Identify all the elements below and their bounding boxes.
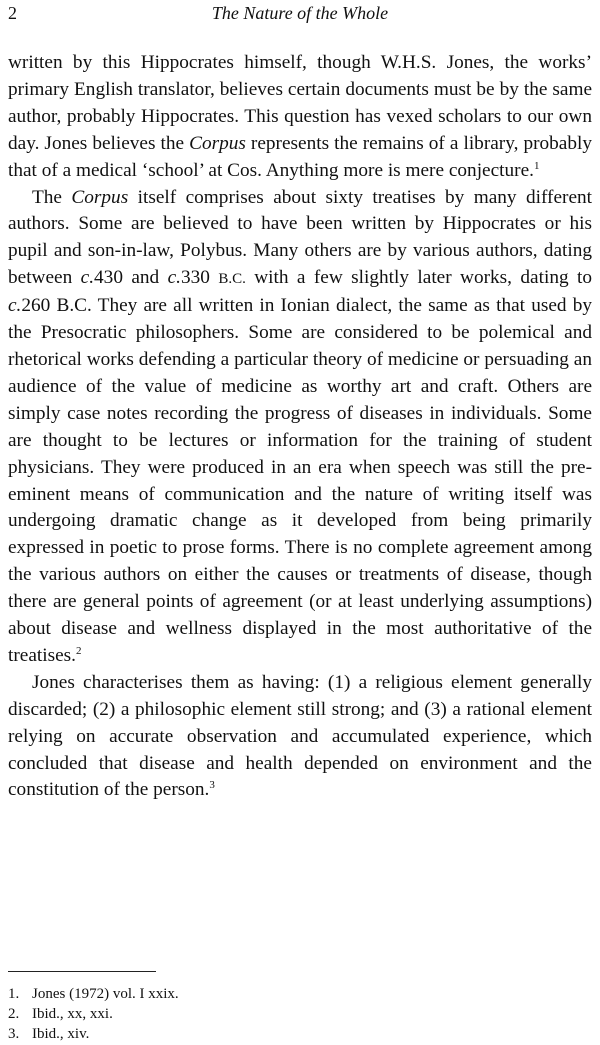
body-text	[8, 50, 592, 804]
footnote-number: 3.	[8, 1026, 20, 1042]
footnote-2	[8, 1004, 592, 1024]
corpus-title: Corpus	[189, 132, 246, 154]
paragraph-2-lead: The	[32, 186, 72, 208]
circa-abbrev: c.	[167, 267, 181, 289]
corpus-title: Corpus	[71, 186, 129, 208]
footnote-number: 1.	[8, 986, 20, 1002]
footnote-1	[8, 984, 592, 1004]
page-number: 2	[8, 3, 17, 23]
paragraph-2-text: 260 B.C. They are all written in Ionian dialect, the same as that used by the Presocratic philosophers. Some are considered to be polemical and rhetorical works defending a particular theory of medicine or persuading an audience of the value of medicine as worthy art and craft. Others are simply case notes recording the progress of diseases in individuals. Some are thought to be lectures or information for the training of student physicians. They were produced in an era when speech was still the pre-eminent means of communication and the nature of writing itself was undergoing dramatic change as it developed from being primarily expressed in poetic to prose forms. There is no complete agreement among the various authors on either the causes or treatments of disease, though there are general points of agreement (or at least underlying assumptions) about disease and wellness displayed in the most authoritative of the treatises.	[8, 295, 592, 666]
footnote-ref-3[interactable]: 3	[209, 779, 215, 792]
paragraph-3	[8, 670, 592, 805]
paragraph-2-text: itself comprises about sixty treatises by many different authors. Some are believed to have been written by Hippocrates or his pupil and son-in-law, Polybus. Many others are by various authors, dating between	[8, 186, 592, 289]
footnote-divider	[8, 971, 156, 972]
footnote-number: 2.	[8, 1006, 20, 1022]
footnote-ref-2[interactable]: 2	[76, 644, 82, 657]
footnote-text: Ibid., xiv.	[32, 1026, 90, 1042]
footnote-3	[8, 1024, 592, 1044]
footnotes	[8, 984, 592, 1044]
paragraph-1-text: written by this Hippocrates himself, though W.H.S. Jones, the works’ primary English translator, believes certain documents must be by the same author, probably Hippocrates. This question has vexed scholars to our own day. Jones believes the	[8, 52, 592, 154]
paragraph-3-text: Jones characterises them as having: (1) a religious element generally discarded; (2) a philosophic element still strong; and (3) a rational element relying on accurate observation and accumulated experience, which concluded that disease and health depended on environment and the constitution of the person.	[8, 671, 592, 801]
paragraph-2-text: with a few slightly later works, dating to	[245, 267, 592, 289]
circa-abbrev: c.	[8, 295, 22, 317]
paragraph-2-text: 430 and	[94, 267, 168, 289]
running-title: The Nature of the Whole	[211, 3, 389, 23]
running-head	[8, 3, 592, 27]
footnote-text: Ibid., xx, xxi.	[32, 1006, 113, 1022]
circa-abbrev: c.	[80, 267, 95, 289]
paragraph-1	[8, 50, 592, 185]
footnote-ref-1[interactable]: 1	[533, 159, 540, 172]
bc-abbrev: B.C.	[218, 271, 246, 288]
footnote-text: Jones (1972) vol. I xxix.	[32, 986, 179, 1002]
paragraph-2-text: 330	[180, 267, 219, 289]
paragraph-1-rest: represents the remains of a library, probably that of a medical ‘school’ at Cos. Anything more is mere conjecture.	[8, 132, 592, 181]
paragraph-2	[8, 185, 592, 670]
